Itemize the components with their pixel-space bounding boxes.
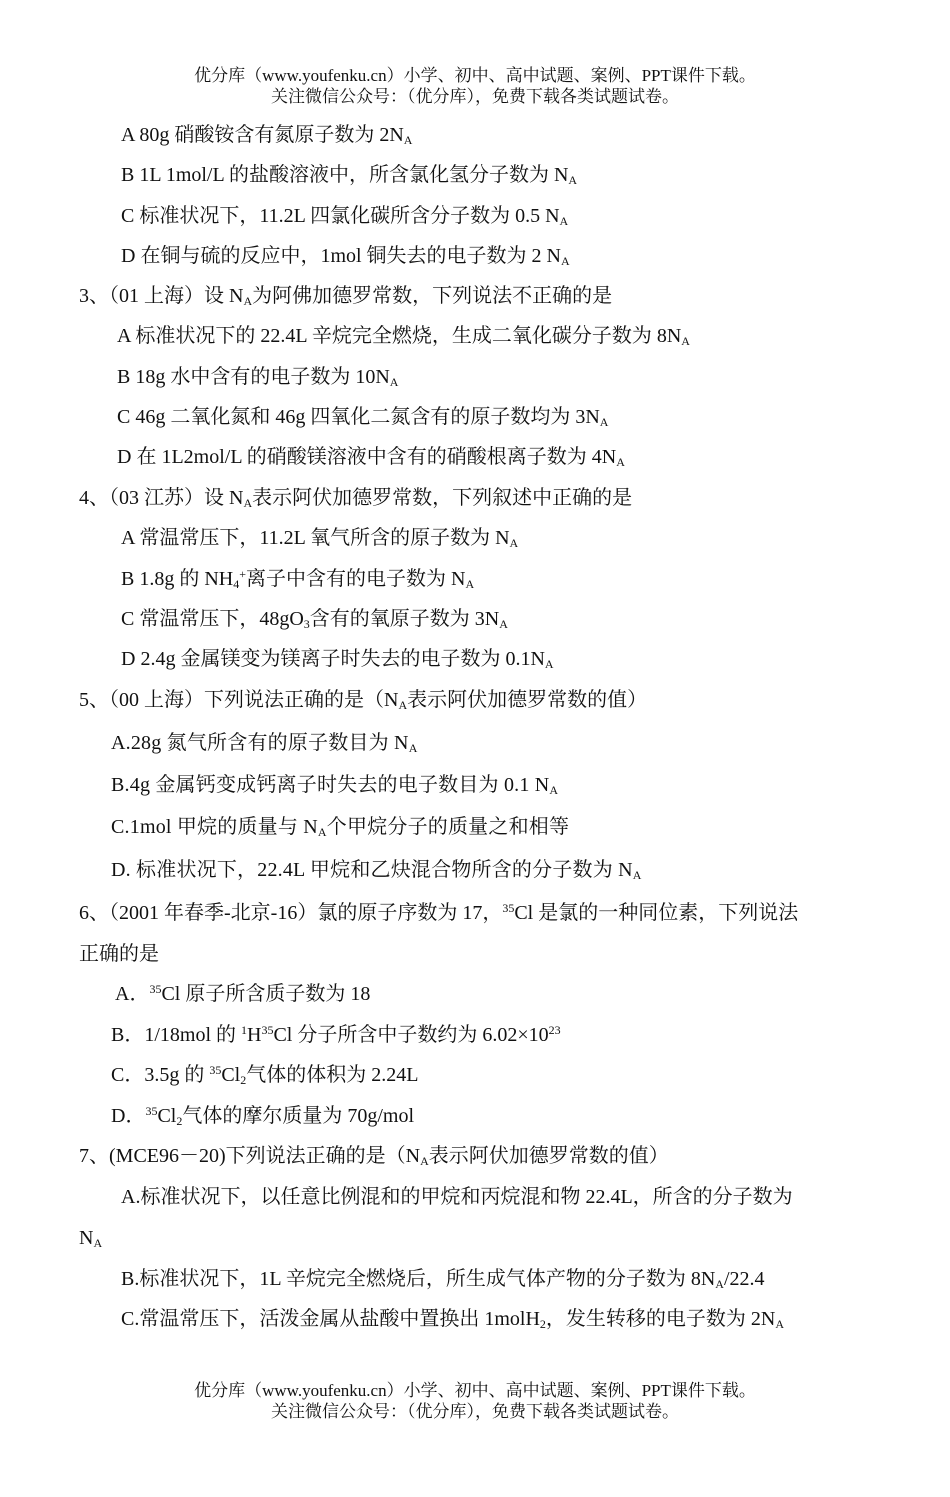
q6-stem: 6、（2001 年春季-北京-16）氯的原子序数为 17，$^{35}$Cl 是氯的一种同位素，下列说法 [79, 901, 799, 924]
q5-option-a: A.28g 氮气所含有的原子数目为 $N_A$ [111, 732, 418, 755]
q5-option-b: B.4g 金属钙变成钙离子时失去的电子数目为 0.1 $N_A$ [111, 774, 559, 797]
q3-option-c: C 46g 二氧化氮和 46g 四氧化二氮含有的原子数均为 $3N_A$ [117, 406, 609, 429]
q5-stem: 5、（00 上海）下列说法正确的是（$N_A$表示阿伏加德罗常数的值） [79, 689, 648, 712]
q6-option-a: A．$^{35}$Cl 原子所含质子数为 18 [115, 982, 371, 1005]
q7-stem: 7、(MCE96－20)下列说法正确的是（$N_A$表示阿伏加德罗常数的值） [79, 1145, 669, 1168]
q4-option-d: D 2.4g 金属镁变为镁离子时失去的电子数为 $0.1N_A$ [121, 648, 554, 671]
header-line-1: 优分库（www.youfenku.cn）小学、初中、高中试题、案例、PPT课件下载。 [194, 66, 756, 85]
q6-option-d: D．$^{35}Cl_2$气体的摩尔质量为 70g/mol [111, 1104, 415, 1128]
q3-stem: 3、（01 上海）设 $N_A$为阿佛加德罗常数，下列说法不正确的是 [79, 285, 613, 308]
q4-option-c: C 常温常压下，$48gO_3$含有的氧原子数为 $3N_A$ [121, 608, 508, 631]
footer-line-2: 关注微信公众号：（优分库），免费下载各类试题试卷。 [271, 1402, 679, 1421]
q3-option-a: A 标准状况下的 22.4L 辛烷完全燃烧，生成二氧化碳分子数为 $8N_A$ [117, 325, 690, 348]
q6-stem-line-2: 正确的是 [79, 943, 159, 965]
q4-stem: 4、（03 江苏）设 $N_A$表示阿伏加德罗常数，下列叙述中正确的是 [79, 487, 633, 510]
q2-option-c: C 标准状况下，11.2L 四氯化碳所含分子数为 0.5 $N_A$ [121, 205, 569, 228]
q3-option-d: D 在 1L2mol/L 的硝酸镁溶液中含有的硝酸根离子数为 $4N_A$ [117, 446, 625, 469]
footer-line-1: 优分库（www.youfenku.cn）小学、初中、高中试题、案例、PPT课件下载。 [194, 1381, 756, 1400]
q2-option-d: D 在铜与硫的反应中，1mol 铜失去的电子数为 2 $N_A$ [121, 245, 570, 268]
q7-option-a-line-2: $N_A$ [79, 1227, 103, 1250]
header-line-2: 关注微信公众号：（优分库），免费下载各类试题试卷。 [271, 87, 679, 106]
q5-option-d: D. 标准状况下，22.4L 甲烷和乙炔混合物所含的分子数为 $N_A$ [111, 859, 642, 882]
q4-option-a: A 常温常压下，11.2L 氧气所含的原子数为 $N_A$ [121, 527, 519, 550]
q3-option-b: B 18g 水中含有的电子数为 $10N_A$ [117, 366, 399, 389]
q2-option-b: B 1L 1mol/L 的盐酸溶液中，所含氯化氢分子数为 $N_A$ [121, 164, 578, 187]
q6-option-b: B．1/18mol 的 $^1H^{35}Cl$ 分子所含中子数约为 $6.02\times 10^{23}$ [111, 1023, 561, 1046]
q2-option-a: A 80g 硝酸铵含有氮原子数为 $2N_A$ [121, 124, 413, 147]
q6-option-c: C．3.5g 的 $^{35}Cl_2$气体的体积为 2.24L [111, 1063, 419, 1087]
q4-option-b: B 1.8g 的 $NH_4^+$离子中含有的电子数为 $N_A$ [121, 567, 475, 591]
q7-option-a: A.标准状况下，以任意比例混和的甲烷和丙烷混和物 22.4L，所含的分子数为 [121, 1186, 793, 1208]
q7-option-b: B.标准状况下，1L 辛烷完全燃烧后，所生成气体产物的分子数为 $8N_A/22.4$ [121, 1268, 765, 1291]
q7-option-c: C.常温常压下，活泼金属从盐酸中置换出 1molH$_2$，发生转移的电子数为 $2N_A$ [121, 1308, 785, 1331]
q5-option-c: C.1mol 甲烷的质量与 $N_A$个甲烷分子的质量之和相等 [111, 816, 570, 839]
